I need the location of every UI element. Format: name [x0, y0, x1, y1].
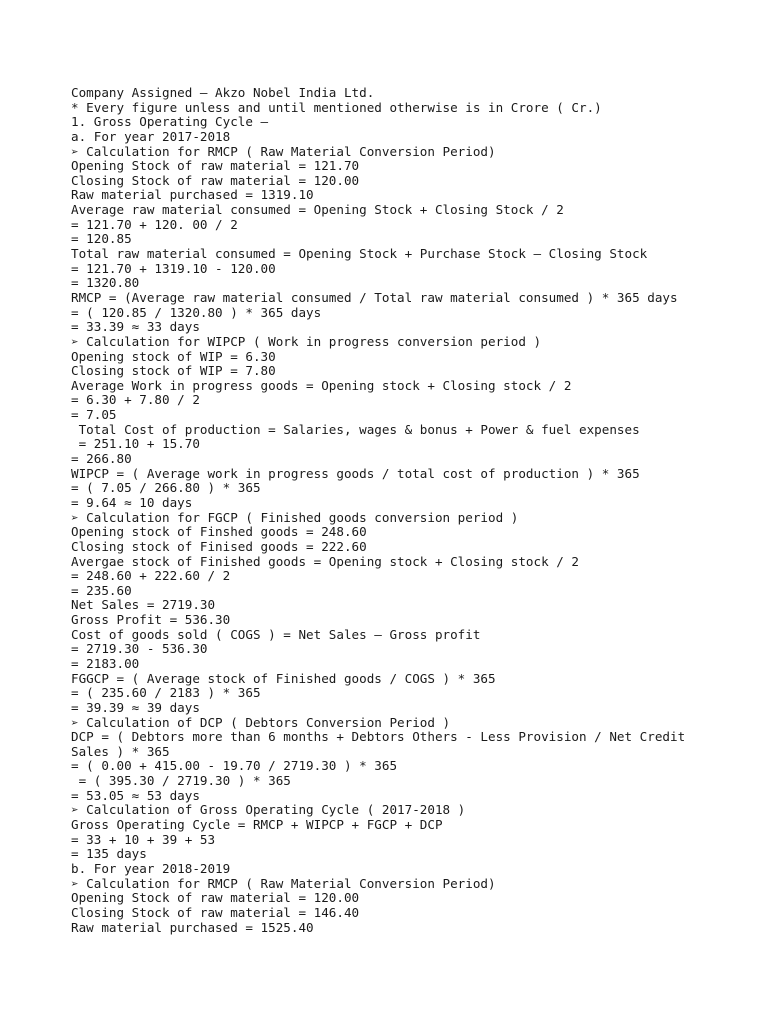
text-line: = 120.85	[71, 231, 132, 247]
text-line: ➢ Calculation for WIPCP ( Work in progress conversion period )	[71, 333, 542, 349]
text-line: = 7.05	[71, 407, 117, 423]
text-line: = 1320.80	[71, 275, 140, 291]
text-line: = 2183.00	[71, 655, 140, 671]
text-line: ➢ Calculation for FGCP ( Finished goods conversion period )	[71, 509, 519, 525]
text-line: Opening Stock of raw material = 121.70	[71, 158, 360, 174]
text-line: WIPCP = ( Average work in progress goods / total cost of production ) * 365	[71, 465, 640, 481]
text-line: Opening stock of WIP = 6.30	[71, 348, 276, 364]
text-line: FGGCP = ( Average stock of Finished goods / COGS ) * 365	[71, 670, 496, 686]
text-line: Opening Stock of raw material = 120.00	[71, 890, 360, 906]
text-line: Average raw material consumed = Opening Stock + Closing Stock / 2	[71, 202, 564, 218]
text-line: Average Work in progress goods = Opening stock + Closing stock / 2	[71, 377, 572, 393]
text-line: Raw material purchased = 1319.10	[71, 187, 314, 203]
text-line: = 39.39 ≈ 39 days	[71, 699, 200, 715]
text-line: = 33 + 10 + 39 + 53	[71, 831, 216, 847]
text-line: = 248.60 + 222.60 / 2	[71, 568, 231, 584]
text-line: Total Cost of production = Salaries, wages & bonus + Power & fuel expenses	[71, 421, 640, 437]
text-line: = 135 days	[71, 846, 147, 862]
text-line: = 121.70 + 1319.10 - 120.00	[71, 260, 276, 276]
text-line: = 6.30 + 7.80 / 2	[71, 392, 200, 408]
text-line: = 53.05 ≈ 53 days	[71, 787, 200, 803]
text-line: ➢ Calculation for RMCP ( Raw Material Conversion Period)	[71, 143, 496, 159]
text-line: = 251.10 + 15.70	[71, 436, 200, 452]
text-line: DCP = ( Debtors more than 6 months + Debtors Others - Less Provision / Net Credit	[71, 729, 686, 745]
text-line: = ( 395.30 / 2719.30 ) * 365	[71, 773, 291, 789]
text-line: = 9.64 ≈ 10 days	[71, 494, 193, 510]
text-line: ➢ Calculation of Gross Operating Cycle ( 2017-2018 )	[71, 802, 466, 818]
text-line: Closing Stock of raw material = 120.00	[71, 172, 360, 188]
text-line: * Every figure unless and until mentioned otherwise is in Crore ( Cr.)	[71, 99, 602, 115]
text-line: = 266.80	[71, 451, 132, 467]
text-line: b. For year 2018-2019	[71, 860, 231, 876]
text-line: Gross Profit = 536.30	[71, 612, 231, 628]
text-line: Opening stock of Finshed goods = 248.60	[71, 524, 367, 540]
text-line: Raw material purchased = 1525.40	[71, 919, 314, 935]
text-line: = ( 120.85 / 1320.80 ) * 365 days	[71, 304, 322, 320]
text-line: Closing stock of Finised goods = 222.60	[71, 538, 367, 554]
text-line: Closing stock of WIP = 7.80	[71, 363, 276, 379]
text-line: = ( 7.05 / 266.80 ) * 365	[71, 480, 261, 496]
text-line: Sales ) * 365	[71, 743, 170, 759]
text-line: Total raw material consumed = Opening Stock + Purchase Stock – Closing Stock	[71, 246, 648, 262]
text-line: Gross Operating Cycle = RMCP + WIPCP + FGCP + DCP	[71, 817, 443, 833]
text-line: Cost of goods sold ( COGS ) = Net Sales – Gross profit	[71, 626, 481, 642]
text-line: Avergae stock of Finished goods = Opening stock + Closing stock / 2	[71, 553, 579, 569]
text-line: = 2719.30 - 536.30	[71, 641, 208, 657]
text-line: ➢ Calculation of DCP ( Debtors Conversion Period )	[71, 714, 451, 730]
text-line: = ( 0.00 + 415.00 - 19.70 / 2719.30 ) * 365	[71, 758, 398, 774]
text-line: = 235.60	[71, 582, 132, 598]
text-line: Net Sales = 2719.30	[71, 597, 216, 613]
text-line: a. For year 2017-2018	[71, 128, 231, 144]
text-line: 1. Gross Operating Cycle –	[71, 114, 269, 130]
text-line: = 121.70 + 120. 00 / 2	[71, 216, 238, 232]
text-line: Company Assigned – Akzo Nobel India Ltd.	[71, 85, 375, 100]
text-line: ➢ Calculation for RMCP ( Raw Material Conversion Period)	[71, 875, 496, 891]
text-line: RMCP = (Average raw material consumed / Total raw material consumed ) * 365 days	[71, 289, 678, 305]
text-line: = 33.39 ≈ 33 days	[71, 319, 200, 335]
text-line: Closing Stock of raw material = 146.40	[71, 904, 360, 920]
text-line: = ( 235.60 / 2183 ) * 365	[71, 685, 261, 701]
document-body	[71, 86, 761, 935]
